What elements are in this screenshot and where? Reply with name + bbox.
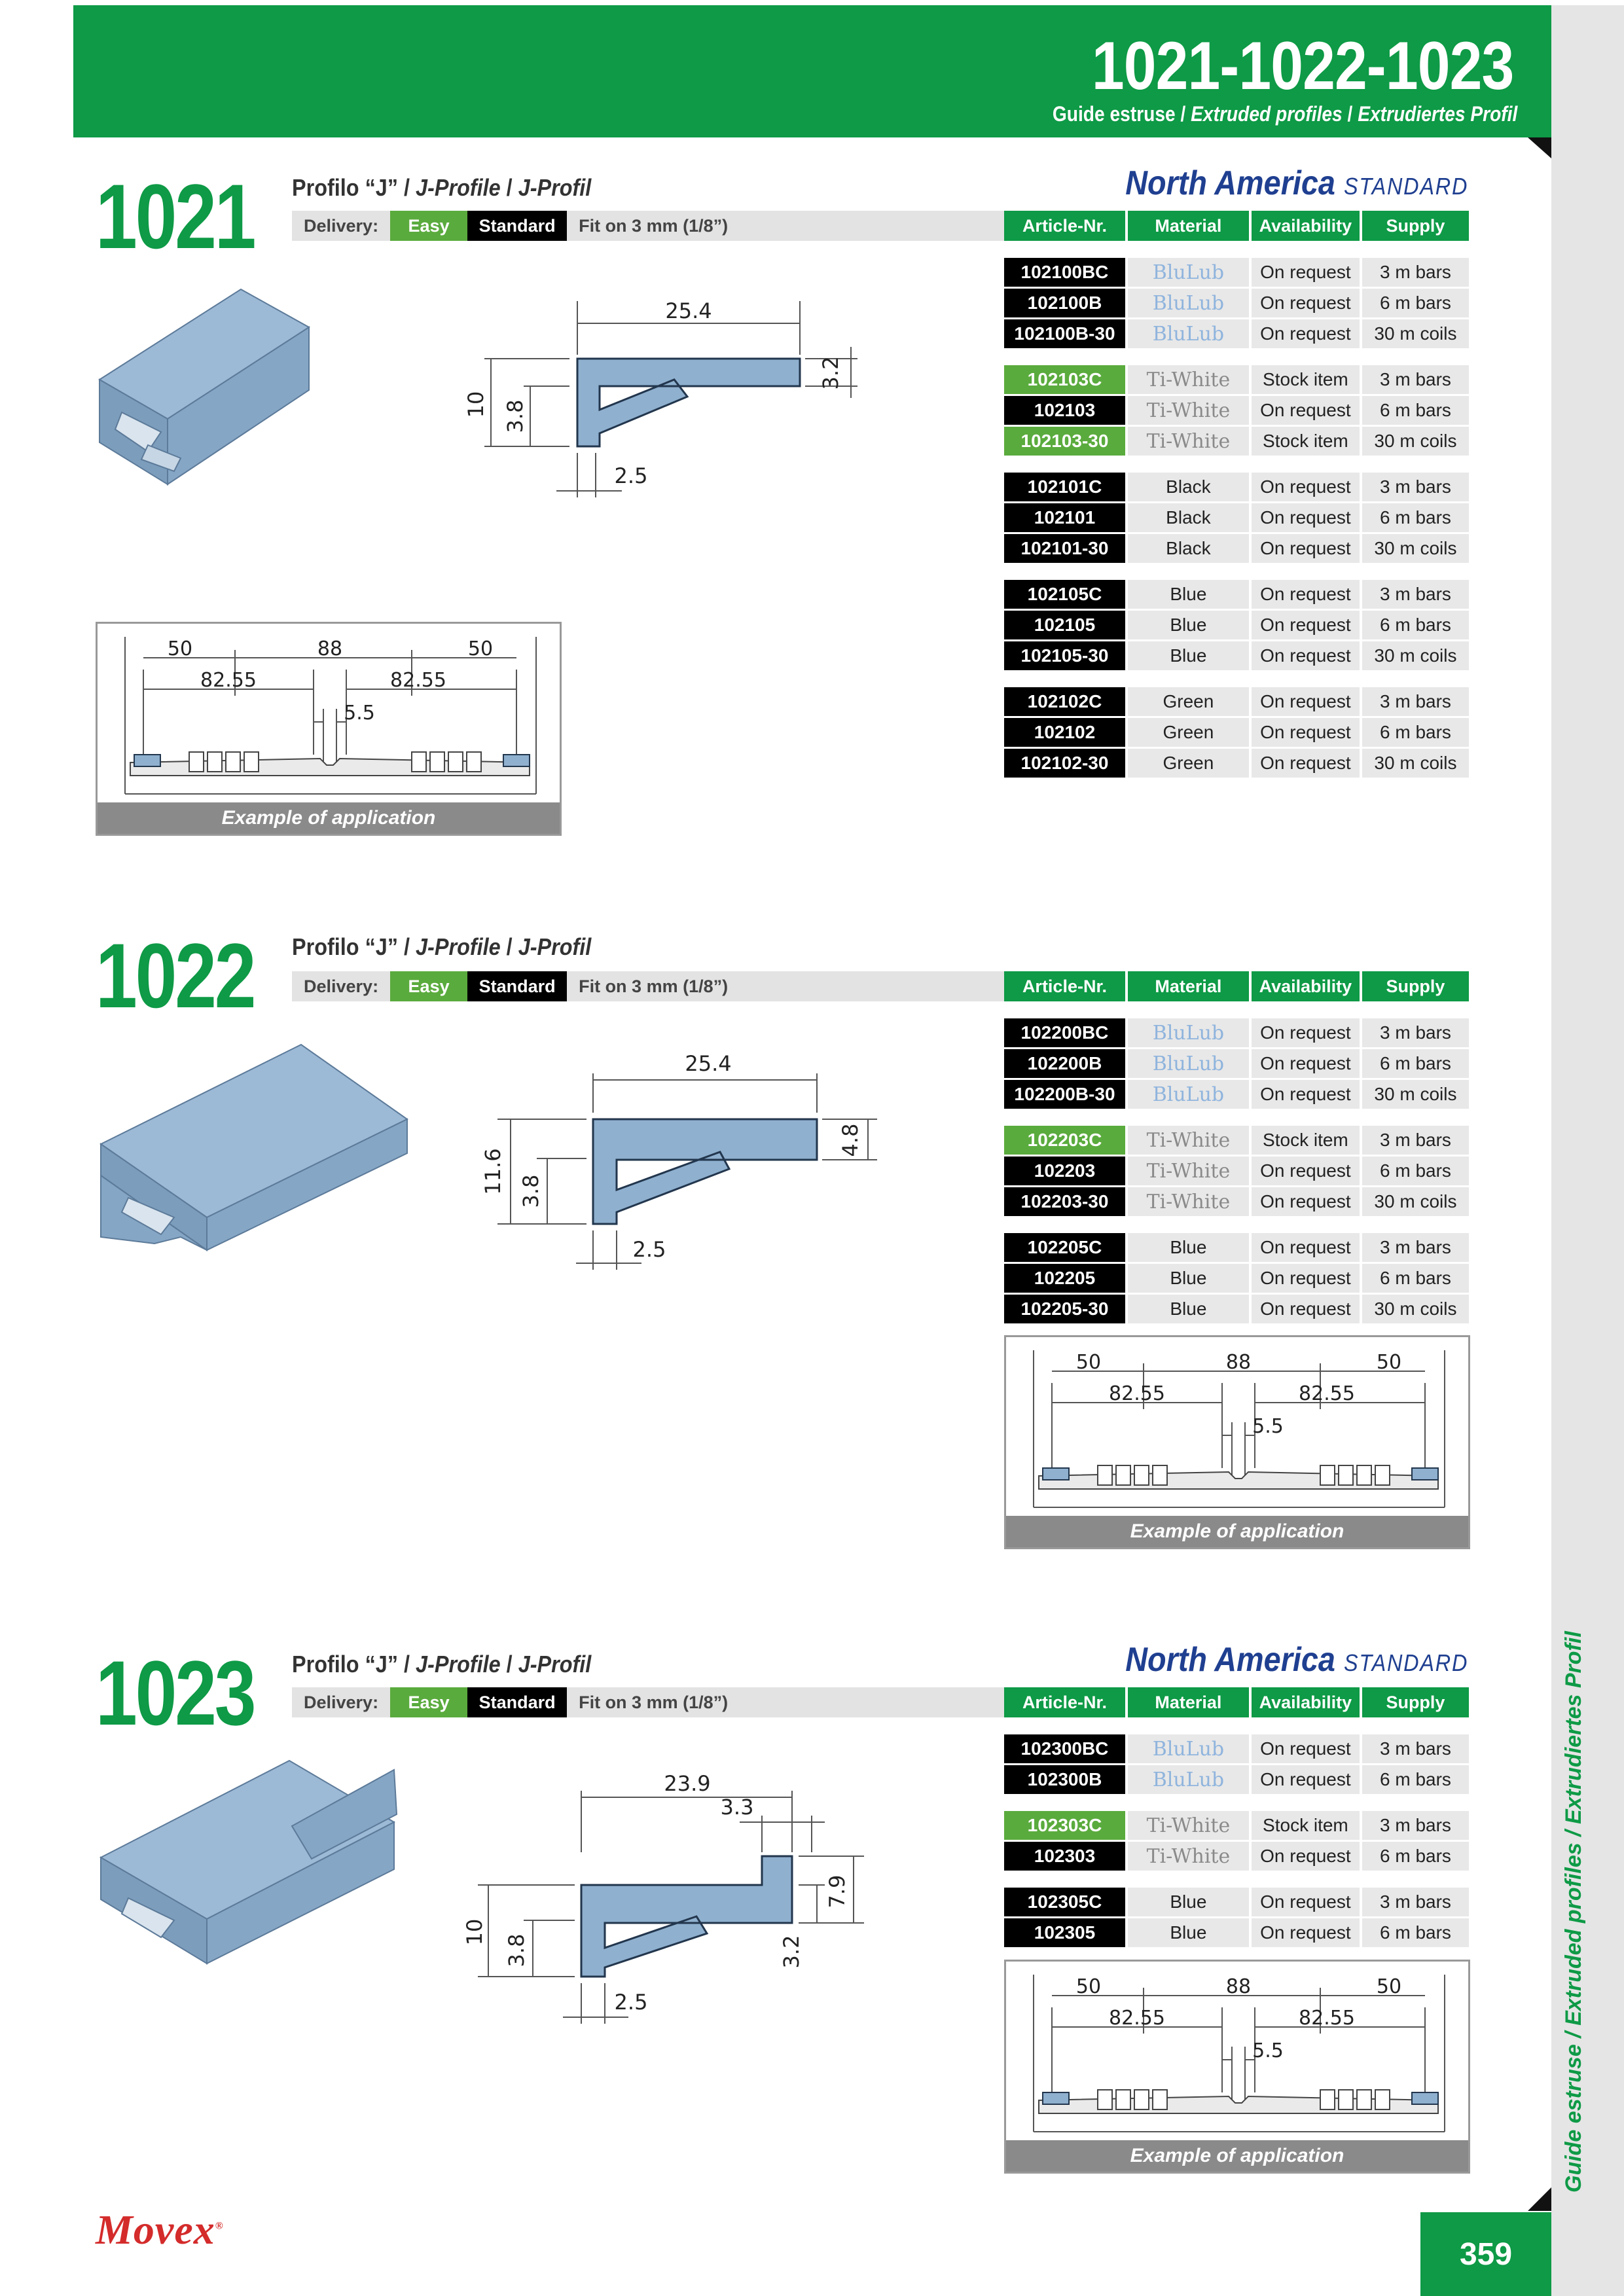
- supply: 3 m bars: [1362, 365, 1469, 394]
- supply: 30 m coils: [1362, 749, 1469, 778]
- column-header: Material: [1128, 971, 1249, 1001]
- app-dimension: 82.55: [1299, 2007, 1355, 2030]
- material: Ti-White: [1128, 365, 1249, 394]
- article-number: 102203-30: [1004, 1187, 1125, 1216]
- material: Green: [1128, 749, 1249, 778]
- profile-title-en: J-Profile: [416, 174, 501, 201]
- application-example-1023: [1004, 1960, 1470, 2174]
- application-drawing: [1006, 1337, 1468, 1520]
- material: Blue: [1128, 580, 1249, 609]
- article-group: [1004, 687, 1469, 778]
- na-standard: STANDARD: [1343, 173, 1468, 200]
- column-header: Availability: [1252, 211, 1360, 241]
- supply: 3 m bars: [1362, 580, 1469, 609]
- app-dimension: 50: [467, 637, 494, 660]
- profile-title-it: Profilo “J”: [292, 933, 399, 960]
- material: Blue: [1128, 1264, 1249, 1293]
- table-row: [1004, 503, 1469, 532]
- supply: 6 m bars: [1362, 1049, 1469, 1078]
- delivery-fit: Fit on 3 mm (1/8”): [579, 1692, 729, 1712]
- table-row: [1004, 718, 1469, 747]
- material: BluLub: [1128, 1049, 1249, 1078]
- column-header: Supply: [1362, 971, 1469, 1001]
- app-dimension: 50: [1075, 1975, 1102, 1998]
- availability: On request: [1252, 1734, 1360, 1763]
- app-dimension: 82.55: [1109, 1382, 1165, 1405]
- material: Black: [1128, 503, 1249, 532]
- availability: On request: [1252, 1157, 1360, 1185]
- subtitle-en: Extruded profiles: [1190, 102, 1343, 126]
- na-main: North America: [1125, 164, 1335, 202]
- profile-3d-1023: [96, 1754, 410, 1970]
- supply: 3 m bars: [1362, 1018, 1469, 1047]
- table-row: [1004, 687, 1469, 716]
- dim-width: 25.4: [665, 298, 712, 323]
- app-dimension: 50: [1376, 1975, 1402, 1998]
- article-group: [1004, 1811, 1469, 1871]
- profile-title-it: Profilo “J”: [292, 1651, 399, 1677]
- delivery-label: Delivery:: [304, 976, 379, 996]
- profile-title: Profilo “J” / J-Profile / J-Profil: [292, 174, 592, 201]
- article-group: [1004, 1734, 1469, 1794]
- app-dimension: 5.5: [1252, 2039, 1284, 2062]
- material: Blue: [1128, 641, 1249, 670]
- supply: 6 m bars: [1362, 718, 1469, 747]
- column-header: Article-Nr.: [1004, 971, 1125, 1001]
- article-number: 102200BC: [1004, 1018, 1125, 1047]
- material: Blue: [1128, 1233, 1249, 1262]
- article-number: 102100B-30: [1004, 319, 1125, 348]
- table-row: [1004, 1187, 1469, 1216]
- article-number: 102200B-30: [1004, 1080, 1125, 1109]
- article-number: 102101-30: [1004, 534, 1125, 563]
- article-number: 102103-30: [1004, 427, 1125, 456]
- dim-step-height: 7.9: [825, 1874, 850, 1909]
- article-number: 102303C: [1004, 1811, 1125, 1840]
- delivery-standard: Standard: [467, 211, 567, 241]
- side-label: [1561, 2153, 1574, 2193]
- availability: On request: [1252, 611, 1360, 639]
- article-number: 102300B: [1004, 1765, 1125, 1794]
- article-number: 102102-30: [1004, 749, 1125, 778]
- profile-title: Profilo “J” / J-Profile / J-Profil: [292, 933, 592, 960]
- table-row: [1004, 1765, 1469, 1794]
- availability: On request: [1252, 289, 1360, 317]
- article-number: 102205: [1004, 1264, 1125, 1293]
- availability: On request: [1252, 1264, 1360, 1293]
- application-caption: Example of application: [1006, 2140, 1468, 2172]
- supply: 6 m bars: [1362, 1157, 1469, 1185]
- app-dimension: 88: [1225, 1975, 1252, 1998]
- dim-thick: 4.8: [838, 1123, 863, 1157]
- app-dimension: 82.55: [200, 669, 257, 692]
- material: BluLub: [1128, 1734, 1249, 1763]
- table-row: [1004, 1049, 1469, 1078]
- section-code-1023: 1023: [96, 1641, 255, 1744]
- availability: On request: [1252, 1765, 1360, 1794]
- table-row: [1004, 258, 1469, 287]
- app-dimension: 88: [317, 637, 343, 660]
- availability: Stock item: [1252, 1126, 1360, 1155]
- material: BluLub: [1128, 319, 1249, 348]
- table-header: [1004, 211, 1469, 241]
- dim-inner: 3.8: [504, 1933, 529, 1967]
- supply: 30 m coils: [1362, 1187, 1469, 1216]
- availability: On request: [1252, 319, 1360, 348]
- article-number: 102100BC: [1004, 258, 1125, 287]
- profile-title-en: J-Profile: [416, 933, 501, 960]
- section-code-1021: 1021: [96, 165, 255, 268]
- material: BluLub: [1128, 258, 1249, 287]
- supply: 6 m bars: [1362, 289, 1469, 317]
- material: Ti-White: [1128, 1811, 1249, 1840]
- table-row: [1004, 1126, 1469, 1155]
- article-number: 102103C: [1004, 365, 1125, 394]
- article-table-1021: [1004, 211, 1469, 780]
- app-dimension: 50: [167, 637, 193, 660]
- dim-width: 25.4: [685, 1051, 732, 1076]
- north-america-standard: [1125, 1640, 1468, 1679]
- delivery-fit: Fit on 3 mm (1/8”): [579, 976, 729, 996]
- app-dimension: 82.55: [390, 669, 446, 692]
- supply: 6 m bars: [1362, 503, 1469, 532]
- column-header: Material: [1128, 1687, 1249, 1717]
- supply: 6 m bars: [1362, 611, 1469, 639]
- material: Black: [1128, 534, 1249, 563]
- supply: 30 m coils: [1362, 1295, 1469, 1323]
- table-row: [1004, 1734, 1469, 1763]
- dim-lip: 2.5: [632, 1237, 666, 1262]
- column-header: Availability: [1252, 1687, 1360, 1717]
- availability: On request: [1252, 473, 1360, 501]
- article-number: 102205-30: [1004, 1295, 1125, 1323]
- supply: 3 m bars: [1362, 258, 1469, 287]
- profile-3d-1022: [96, 1041, 416, 1257]
- supply: 3 m bars: [1362, 1811, 1469, 1840]
- north-america-standard: [1125, 164, 1468, 203]
- table-row: [1004, 1018, 1469, 1047]
- material: Ti-White: [1128, 1126, 1249, 1155]
- profile-drawing-1023: [458, 1754, 890, 2029]
- supply: 3 m bars: [1362, 1233, 1469, 1262]
- availability: On request: [1252, 580, 1360, 609]
- availability: Stock item: [1252, 1811, 1360, 1840]
- profile-title-de: J-Profil: [518, 933, 592, 960]
- dim-inner: 3.8: [518, 1174, 543, 1208]
- na-standard: STANDARD: [1343, 1649, 1468, 1676]
- supply: 3 m bars: [1362, 687, 1469, 716]
- table-row: [1004, 427, 1469, 456]
- dim-lip: 2.5: [614, 1990, 648, 2015]
- table-row: [1004, 365, 1469, 394]
- availability: On request: [1252, 718, 1360, 747]
- availability: On request: [1252, 749, 1360, 778]
- table-row: [1004, 1233, 1469, 1262]
- table-row: [1004, 1157, 1469, 1185]
- material: Blue: [1128, 1918, 1249, 1947]
- material: Blue: [1128, 611, 1249, 639]
- availability: On request: [1252, 1888, 1360, 1916]
- profile-title-de: J-Profil: [518, 1651, 592, 1677]
- supply: 3 m bars: [1362, 1734, 1469, 1763]
- application-example-1021: [96, 622, 562, 836]
- article-number: 102100B: [1004, 289, 1125, 317]
- availability: On request: [1252, 1080, 1360, 1109]
- application-caption: Example of application: [1006, 1516, 1468, 1547]
- material: BluLub: [1128, 1018, 1249, 1047]
- table-row: [1004, 1295, 1469, 1323]
- material: Blue: [1128, 1888, 1249, 1916]
- article-table-1023: [1004, 1687, 1469, 1949]
- delivery-bar: [292, 971, 1005, 1001]
- article-group: [1004, 1126, 1469, 1216]
- material: Blue: [1128, 1295, 1249, 1323]
- article-group: [1004, 580, 1469, 670]
- article-number: 102101C: [1004, 473, 1125, 501]
- corner-triangle: [1528, 137, 1551, 158]
- table-row: [1004, 534, 1469, 563]
- table-row: [1004, 1918, 1469, 1947]
- article-group: [1004, 1888, 1469, 1947]
- table-row: [1004, 580, 1469, 609]
- material: Ti-White: [1128, 1157, 1249, 1185]
- app-dimension: 88: [1225, 1351, 1252, 1374]
- table-row: [1004, 1842, 1469, 1871]
- page-title: 1021-1022-1023: [1091, 28, 1513, 104]
- dim-height: 11.6: [480, 1148, 505, 1195]
- availability: Stock item: [1252, 427, 1360, 456]
- article-group: [1004, 258, 1469, 348]
- profile-title-de: J-Profil: [518, 174, 592, 201]
- dim-inner: 3.8: [503, 399, 528, 433]
- supply: 30 m coils: [1362, 534, 1469, 563]
- column-header: Material: [1128, 211, 1249, 241]
- delivery-fit: Fit on 3 mm (1/8”): [579, 215, 729, 236]
- dim-height: 10: [463, 391, 488, 418]
- bottom-triangle: [1528, 2187, 1551, 2211]
- column-header: Article-Nr.: [1004, 211, 1125, 241]
- app-dimension: 5.5: [344, 702, 375, 725]
- dim-step: 3.3: [720, 1795, 754, 1820]
- dim-thick: 3.2: [779, 1935, 804, 1969]
- article-group: [1004, 1018, 1469, 1109]
- table-row: [1004, 289, 1469, 317]
- table-row: [1004, 1811, 1469, 1840]
- availability: On request: [1252, 503, 1360, 532]
- profile-title-en: J-Profile: [416, 1651, 501, 1677]
- dim-height: 10: [462, 1918, 487, 1946]
- subtitle-de: Extrudiertes Profil: [1357, 102, 1517, 126]
- table-row: [1004, 1888, 1469, 1916]
- table-header: [1004, 1687, 1469, 1717]
- dim-thick: 3.2: [818, 356, 843, 390]
- app-dimension: 82.55: [1299, 1382, 1355, 1405]
- table-row: [1004, 473, 1469, 501]
- table-row: [1004, 319, 1469, 348]
- article-number: 102105C: [1004, 580, 1125, 609]
- article-number: 102105-30: [1004, 641, 1125, 670]
- profile-drawing-1021: [458, 281, 884, 504]
- material: Ti-White: [1128, 1187, 1249, 1216]
- na-main: North America: [1125, 1641, 1335, 1679]
- delivery-easy: Easy: [390, 971, 467, 1001]
- supply: 6 m bars: [1362, 1264, 1469, 1293]
- supply: 3 m bars: [1362, 1126, 1469, 1155]
- delivery-bar: [292, 211, 1005, 241]
- availability: On request: [1252, 1295, 1360, 1323]
- supply: 6 m bars: [1362, 396, 1469, 425]
- availability: On request: [1252, 641, 1360, 670]
- column-header: Supply: [1362, 1687, 1469, 1717]
- article-number: 102102C: [1004, 687, 1125, 716]
- article-number: 102203: [1004, 1157, 1125, 1185]
- dim-lip: 2.5: [614, 463, 648, 488]
- table-row: [1004, 641, 1469, 670]
- delivery-label: Delivery:: [304, 215, 379, 236]
- material: Black: [1128, 473, 1249, 501]
- app-dimension: 82.55: [1109, 2007, 1165, 2030]
- column-header: Article-Nr.: [1004, 1687, 1125, 1717]
- brand-logo: Movex®: [96, 2206, 224, 2253]
- availability: On request: [1252, 1233, 1360, 1262]
- article-number: 102103: [1004, 396, 1125, 425]
- table-row: [1004, 1264, 1469, 1293]
- availability: On request: [1252, 396, 1360, 425]
- article-number: 102305: [1004, 1918, 1125, 1947]
- availability: On request: [1252, 687, 1360, 716]
- page-subtitle: Guide estruse / Extruded profiles / Extrudiertes Profil: [1052, 102, 1517, 126]
- profile-3d-1021: [96, 275, 312, 491]
- material: BluLub: [1128, 289, 1249, 317]
- supply: 30 m coils: [1362, 1080, 1469, 1109]
- table-header: [1004, 971, 1469, 1001]
- table-row: [1004, 749, 1469, 778]
- app-dimension: 50: [1075, 1351, 1102, 1374]
- section-code-1022: 1022: [96, 924, 255, 1027]
- material: BluLub: [1128, 1765, 1249, 1794]
- article-number: 102305C: [1004, 1888, 1125, 1916]
- application-drawing: [98, 624, 560, 807]
- material: Ti-White: [1128, 427, 1249, 456]
- supply: 6 m bars: [1362, 1842, 1469, 1871]
- availability: On request: [1252, 1842, 1360, 1871]
- supply: 3 m bars: [1362, 473, 1469, 501]
- page-header: [73, 5, 1551, 137]
- article-group: [1004, 473, 1469, 563]
- supply: 30 m coils: [1362, 319, 1469, 348]
- subtitle-it: Guide estruse: [1052, 102, 1176, 126]
- application-drawing: [1006, 1962, 1468, 2145]
- supply: 30 m coils: [1362, 641, 1469, 670]
- supply: 3 m bars: [1362, 1888, 1469, 1916]
- app-dimension: 5.5: [1252, 1415, 1284, 1438]
- delivery-standard: Standard: [467, 1687, 567, 1717]
- article-number: 102102: [1004, 718, 1125, 747]
- availability: On request: [1252, 1018, 1360, 1047]
- delivery-bar: [292, 1687, 1005, 1717]
- profile-drawing-1022: [471, 1041, 897, 1276]
- table-row: [1004, 611, 1469, 639]
- table-row: [1004, 1080, 1469, 1109]
- delivery-easy: Easy: [390, 1687, 467, 1717]
- column-header: Availability: [1252, 971, 1360, 1001]
- article-number: 102303: [1004, 1842, 1125, 1871]
- material: Green: [1128, 718, 1249, 747]
- application-example-1022: [1004, 1335, 1470, 1549]
- article-number: 102200B: [1004, 1049, 1125, 1078]
- dim-width: 23.9: [664, 1771, 711, 1796]
- delivery-label: Delivery:: [304, 1692, 379, 1712]
- availability: On request: [1252, 1187, 1360, 1216]
- availability: On request: [1252, 534, 1360, 563]
- page-number: 359: [1420, 2212, 1551, 2296]
- article-group: [1004, 1233, 1469, 1323]
- table-row: [1004, 396, 1469, 425]
- availability: On request: [1252, 1049, 1360, 1078]
- delivery-standard: Standard: [467, 971, 567, 1001]
- material: Green: [1128, 687, 1249, 716]
- supply: 6 m bars: [1362, 1765, 1469, 1794]
- brand-name: Movex: [96, 2206, 215, 2253]
- article-number: 102300BC: [1004, 1734, 1125, 1763]
- supply: 6 m bars: [1362, 1918, 1469, 1947]
- article-group: [1004, 365, 1469, 456]
- availability: On request: [1252, 258, 1360, 287]
- material: BluLub: [1128, 1080, 1249, 1109]
- article-number: 102205C: [1004, 1233, 1125, 1262]
- material: Ti-White: [1128, 396, 1249, 425]
- profile-title: Profilo “J” / J-Profile / J-Profil: [292, 1651, 592, 1677]
- article-table-1022: [1004, 971, 1469, 1325]
- article-number: 102101: [1004, 503, 1125, 532]
- delivery-easy: Easy: [390, 211, 467, 241]
- article-number: 102203C: [1004, 1126, 1125, 1155]
- availability: Stock item: [1252, 365, 1360, 394]
- material: Ti-White: [1128, 1842, 1249, 1871]
- profile-title-it: Profilo “J”: [292, 174, 399, 201]
- application-caption: Example of application: [98, 802, 560, 834]
- app-dimension: 50: [1376, 1351, 1402, 1374]
- availability: On request: [1252, 1918, 1360, 1947]
- column-header: Supply: [1362, 211, 1469, 241]
- article-number: 102105: [1004, 611, 1125, 639]
- supply: 30 m coils: [1362, 427, 1469, 456]
